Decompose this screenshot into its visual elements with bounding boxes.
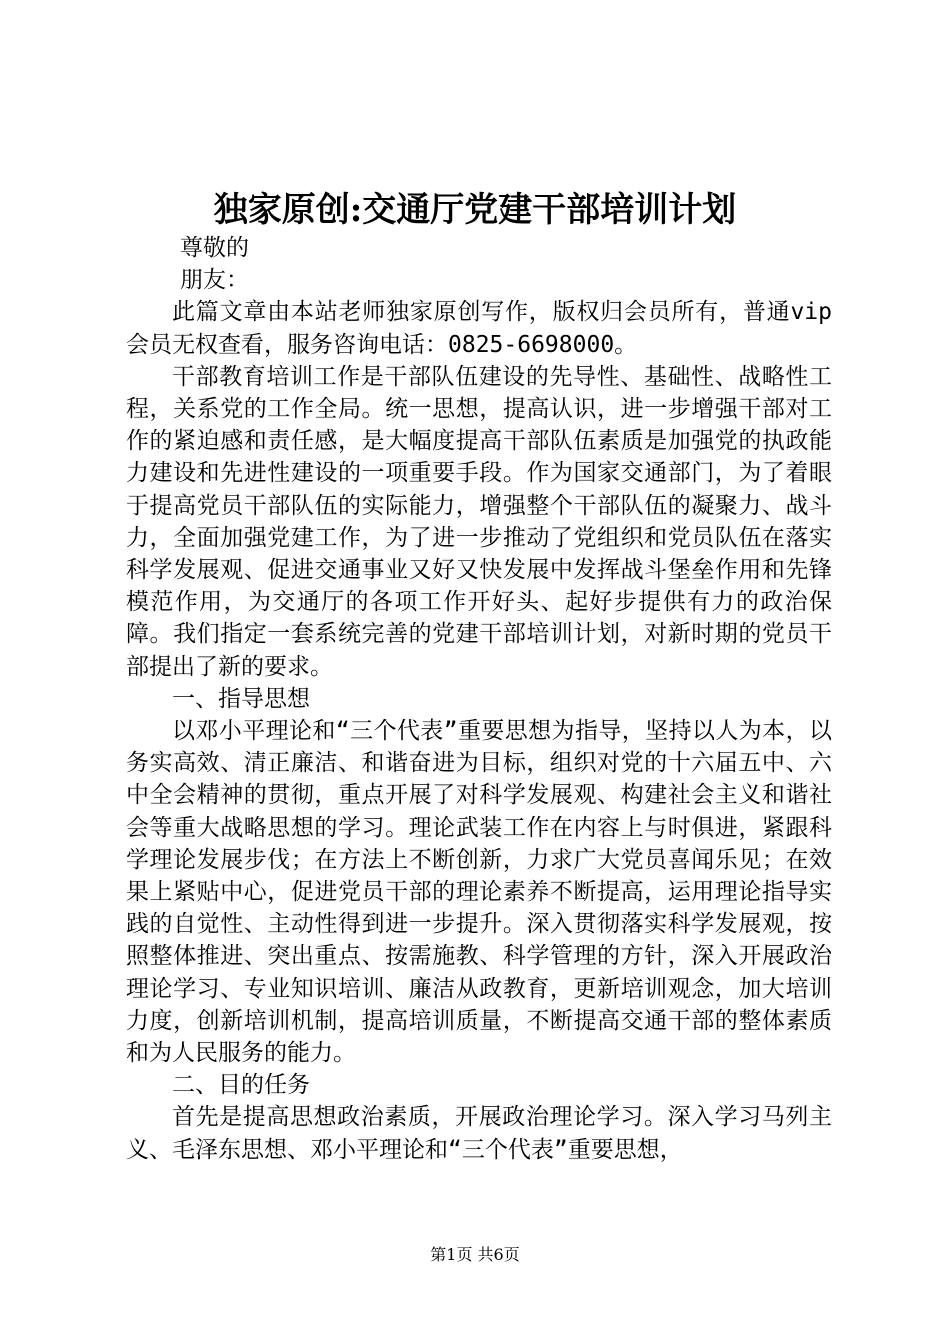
page-number-footer: 第1页 共6页	[430, 1245, 520, 1264]
introduction-paragraph: 干部教育培训工作是干部队伍建设的先导性、基础性、战略性工程，关系党的工作全局。统一思想，提高认识，进一步增强干部对工作的紧迫感和责任感，是大幅度提高干部队伍素质是加强党的执政能力建设和先进性建设的一项重要手段。作为国家交通部门，为了着眼于提高党员干部队伍的实际能力，增强整个干部队伍的凝聚力、战斗力，全面加强党建工作，为了进一步推动了党组织和党员队伍在落实科学发展观、促进交通事业又好又快发展中发挥战斗堡垒作用和先锋模范作用，为交通厅的各项工作开好头、起好步提供有力的政治保障。我们指定一套系统完善的党建干部培训计划，对新时期的党员干部提出了新的要求。	[126, 363, 832, 680]
guiding-ideology-paragraph: 以邓小平理论和“三个代表”重要思想为指导，坚持以人为本，以务实高效、清正廉洁、和谐奋进为目标，组织对党的十六届五中、六中全会精神的贯彻，重点开展了对科学发展观、构建社会主义和谐社会等重大战略思想的学习。理论武装工作在内容上与时俱进，紧跟科学理论发展步伐；在方法上不断创新，力求广大党员喜闻乐见；在效果上紧贴中心，促进党员干部的理论素养不断提高，运用理论指导实践的自觉性、主动性得到进一步提升。深入贯彻落实科学发展观，按照整体推进、突出重点、按需施教、科学管理的方针，深入开展政治理论学习、专业知识培训、廉洁从政教育，更新培训观念，加大培训力度，创新培训机制，提高培训质量，不断提高交通干部的整体素质和为人民服务的能力。	[126, 718, 832, 1067]
salutation-line-1: 尊敬的	[180, 235, 249, 261]
section-heading-objectives-tasks: 二、目的任务	[172, 1072, 310, 1099]
objectives-tasks-paragraph: 首先是提高思想政治素质，开展政治理论学习。深入学习马列主义、毛泽东思想、邓小平理论和“三个代表”重要思想，	[126, 1104, 832, 1163]
document-title: 独家原创:交通厅党建干部培训计划	[213, 190, 737, 230]
copyright-notice-paragraph: 此篇文章由本站老师独家原创写作，版权归会员所有，普通vip会员无权查看，服务咨询电话：0825-6698000。	[126, 299, 832, 358]
salutation-line-2: 朋友：	[180, 267, 249, 294]
section-heading-guiding-ideology: 一、指导思想	[172, 685, 310, 712]
document-body	[126, 232, 832, 1166]
